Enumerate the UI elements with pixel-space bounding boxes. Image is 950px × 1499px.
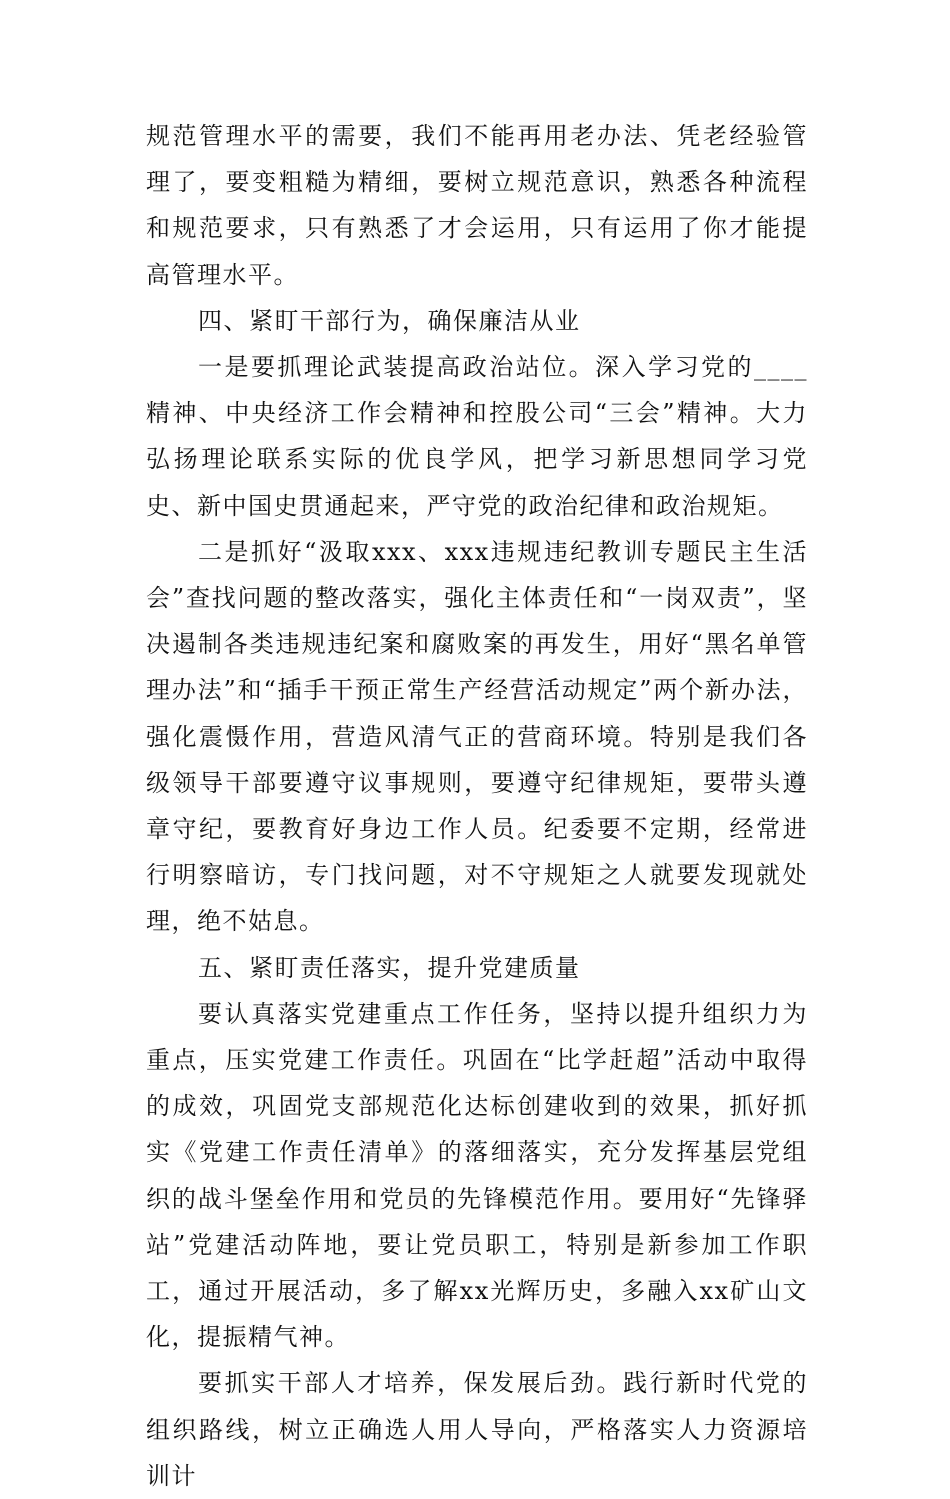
paragraph-discipline-rectification: 二是抓好“汲取xxx、xxx违规违纪教训专题民主生活会”查找问题的整改落实，强化主体责任和“一岗双责”，坚决遏制各类违规违纪案和腐败案的再发生，用好“黑名单管理办法”和“插手干预正常生产经营活动规定”两个新办法，强化震慑作用，营造风清气正的营商环境。特别是我们各级领导干部要遵守议事规则，要遵守纪律规矩，要带头遵章守纪，要教育好身边工作人员。纪委要不定期，经常进行明察暗访，专门找问题，对不守规矩之人就要发现就处理，绝不姑息。 <box>146 537 808 936</box>
section-heading-four: 四、紧盯干部行为，确保廉洁从业 <box>198 306 581 335</box>
paragraph-party-building: 要认真落实党建重点工作任务，坚持以提升组织力为重点，压实党建工作责任。巩固在“比学赶超”活动中取得的成效，巩固党支部规范化达标创建收到的效果，抓好抓实《党建工作责任清单》的落细落实，充分发挥基层党组织的战斗堡垒作用和党员的先锋模范作用。要用好“先锋驿站”党建活动阵地，要让党员职工，特别是新参加工作职工，通过开展活动，多了解xx光辉历史，多融入xx矿山文化，提振精气神。 <box>146 999 808 1352</box>
paragraph-talent-training: 要抓实干部人才培养，保发展后劲。践行新时代党的组织路线，树立正确选人用人导向，严格落实人力资源培训计 <box>146 1369 808 1490</box>
paragraph-continued: 规范管理水平的需要，我们不能再用老办法、凭老经验管理了，要变粗糙为精细，要树立规范意识，熟悉各种流程和规范要求，只有熟悉了才会运用，只有运用了你才能提高管理水平。 <box>146 122 808 289</box>
section-heading-five: 五、紧盯责任落实，提升党建质量 <box>198 953 581 982</box>
document-body <box>146 113 808 1499</box>
paragraph-theory-study: 一是要抓理论武装提高政治站位。深入学习党的____精神、中央经济工作会精神和控股公司“三会”精神。大力弘扬理论联系实际的优良学风，把学习新思想同学习党史、新中国史贯通起来，严守党的政治纪律和政治规矩。 <box>146 353 808 520</box>
